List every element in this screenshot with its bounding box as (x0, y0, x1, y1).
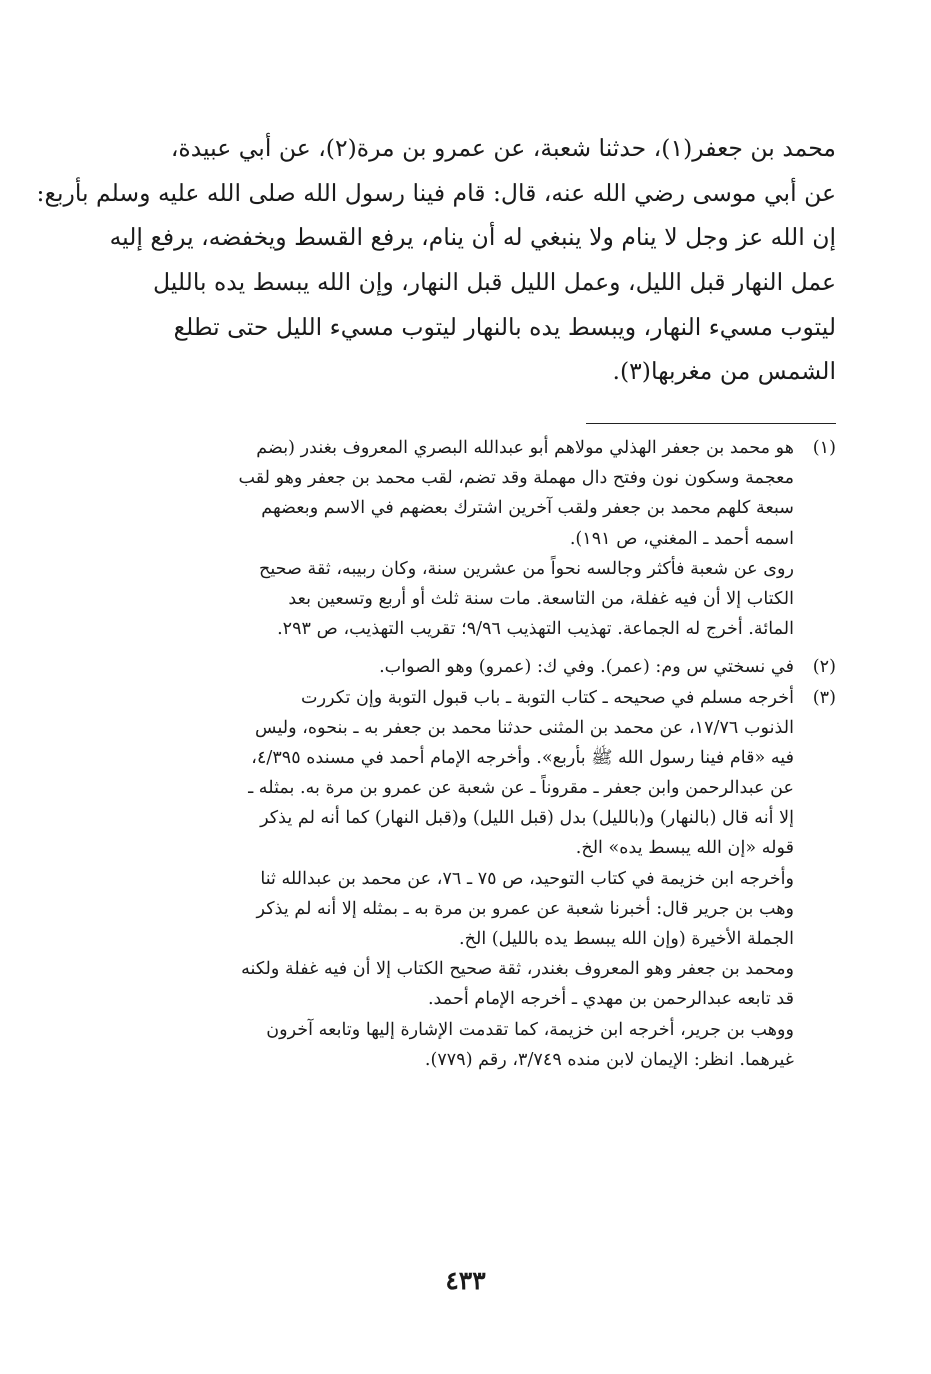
footnote-body (128, 433, 794, 644)
footnote-line: الذنوب ١٧/٧٦، عن محمد بن المثنى حدثنا محمد بن جعفر به ـ بنحوه، وليس (255, 717, 794, 738)
footnote-3 (128, 683, 836, 1075)
main-text-line: إن الله عز وجل لا ينام ولا ينبغي له أن ينام، يرفع القسط ويخفضه، يرفع إليه (109, 223, 836, 252)
footnote-line: وأخرجه ابن خزيمة في كتاب التوحيد، ص ٧٥ ـ ٧٦، عن محمد بن عبدالله ثنا (260, 868, 794, 889)
footnote-line: ووهب بن جرير، أخرجه ابن خزيمة، كما تقدمت الإشارة إليها وتابعه آخرون (266, 1019, 794, 1040)
main-text (36, 126, 836, 394)
footnote-line: وهب بن جرير قال: أخبرنا شعبة عن عمرو بن مرة به ـ بمثله إلا أنه لم يذكر (256, 898, 794, 919)
footnote-number: (٢) (812, 657, 836, 678)
footnote-line: سبعة كلهم محمد بن جعفر ولقب آخرين اشترك بعضهم في الاسم وبعضهم (261, 498, 794, 519)
footnote-2 (128, 652, 836, 682)
footnote-number: (١) (812, 438, 836, 458)
page-number: ٤٣٣ (445, 1266, 486, 1295)
footnote-body (128, 683, 794, 1075)
footnote-number: (٣) (812, 687, 836, 708)
main-text-line: ليتوب مسيء النهار، ويبسط يده بالنهار ليتوب مسيء الليل حتى تطلع (173, 312, 836, 341)
footnote-separator (586, 423, 836, 424)
footnotes (128, 433, 836, 1075)
footnote-line: المائة. أخرج له الجماعة. تهذيب التهذيب ٩/٩٦؛ تقريب التهذيب، ص ٢٩٣. (277, 619, 794, 640)
main-text-line: عمل النهار قبل الليل، وعمل الليل قبل النهار، وإن الله يبسط يده بالليل (153, 268, 836, 297)
footnote-line: غيرهما. انظر: الإيمان لابن منده ٣/٧٤٩، رقم (٧٧٩). (424, 1049, 794, 1070)
footnote-line: هو محمد بن جعفر الهذلي مولاهم أبو عبدالله البصري المعروف بغندر (بضم (256, 438, 794, 458)
footnote-line: أخرجه مسلم في صحيحه ـ كتاب التوبة ـ باب قبول التوبة وإن تكررت (301, 687, 794, 708)
footnote-line: إلا أنه قال (بالنهار) و(بالليل) بدل (قبل الليل) و(قبل النهار) كما أنه لم يذكر (260, 808, 794, 829)
main-text-line: محمد بن جعفر(١)، حدثنا شعبة، عن عمرو بن مرة(٢)، عن أبي عبيدة، (170, 134, 836, 162)
footnote-body (128, 652, 794, 682)
footnote-line: الجملة الأخيرة (وإن الله يبسط يده بالليل) الخ. (459, 929, 794, 949)
footnote-line: عن عبدالرحمن وابن جعفر ـ مقروناً ـ عن شعبة عن عمرو بن مرة به. بمثله ـ (248, 778, 794, 799)
footnote-line: الكتاب إلا أن فيه غفلة، من التاسعة. مات سنة ثلث أو أربع وتسعين بعد (288, 588, 794, 609)
main-text-line: عن أبي موسى رضي الله عنه، قال: قام فينا رسول الله صلى الله عليه وسلم بأربع: (36, 178, 836, 207)
footnote-1 (128, 433, 836, 644)
footnote-line: ومحمد بن جعفر وهو المعروف بغندر، ثقة صحيح الكتاب إلا أن فيه غفلة ولكنه (241, 959, 794, 980)
footnote-line: اسمه أحمد ـ المغني، ص ١٩١). (569, 528, 794, 549)
footnote-line: قوله «إن الله يبسط يده» الخ. (575, 838, 794, 859)
footnote-line: في نسختي س وم: (عمر). وفي ك: (عمرو) وهو الصواب. (379, 657, 794, 678)
footnote-line: قد تابعه عبدالرحمن بن مهدي ـ أخرجه الإمام أحمد. (427, 989, 794, 1010)
footnote-line: روى عن شعبة فأكثر وجالسه نحواً من عشرين سنة، وكان ربيبه، ثقة صحيح (259, 558, 794, 579)
footnote-line: معجمة وسكون نون وفتح دال مهملة وقد تضم، لقب محمد بن جعفر وهو لقب (238, 468, 794, 489)
footnote-gap (128, 644, 836, 652)
footnote-line: فيه «قام فينا رسول الله ﷺ بأربع». وأخرجه الإمام أحمد في مسنده ٤/٣٩٥، (251, 747, 794, 768)
main-text-line: الشمس من مغربها(٣). (612, 357, 836, 386)
